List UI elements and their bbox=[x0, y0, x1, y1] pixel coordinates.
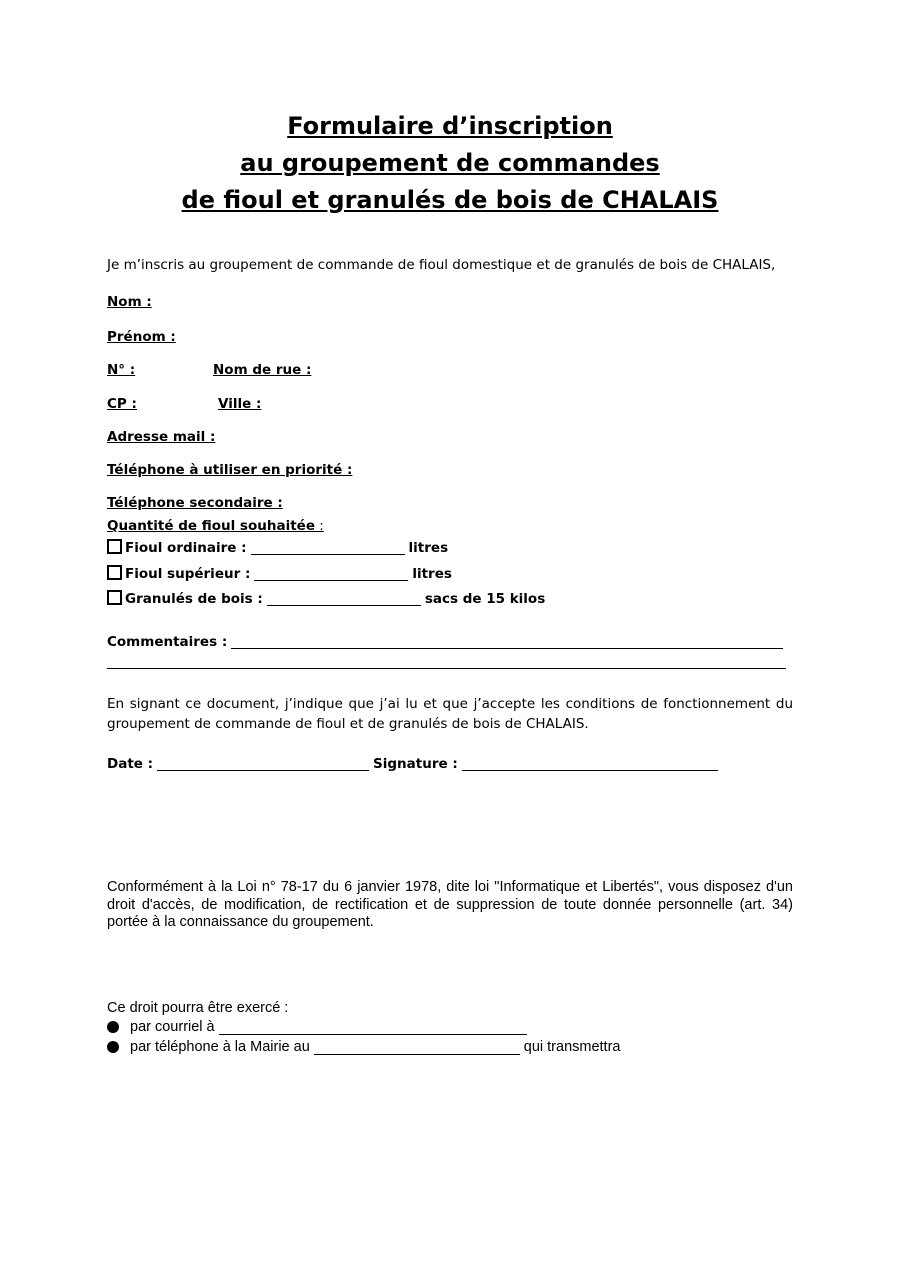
option-fioul-superieur[interactable] bbox=[107, 566, 452, 582]
date-signature-row[interactable] bbox=[107, 756, 722, 772]
fill-line[interactable] bbox=[254, 567, 408, 581]
comments-label: Commentaires : bbox=[107, 634, 228, 650]
bullet-icon bbox=[107, 1021, 119, 1033]
cp-label: CP : bbox=[107, 396, 137, 412]
rights-phone-suffix: qui transmettra bbox=[523, 1039, 621, 1055]
numero-label: N° : bbox=[107, 362, 136, 378]
option-label: Granulés de bois : bbox=[125, 591, 263, 607]
title-line-1: Formulaire d’inscription bbox=[287, 112, 613, 140]
rights-phone-label: par téléphone à la Mairie au bbox=[130, 1039, 310, 1055]
date-line[interactable] bbox=[157, 757, 369, 771]
mail-label: Adresse mail : bbox=[107, 429, 216, 445]
checkbox-fioul-superieur[interactable] bbox=[107, 565, 122, 580]
date-label: Date : bbox=[107, 756, 154, 772]
form-title bbox=[0, 108, 900, 219]
comments-line[interactable] bbox=[231, 635, 783, 649]
signature-label: Signature : bbox=[373, 756, 458, 772]
quantite-label: Quantité de fioul souhaitée bbox=[107, 518, 315, 534]
option-unit: litres bbox=[408, 540, 449, 556]
comments-line-2[interactable] bbox=[107, 668, 786, 669]
rights-intro: Ce droit pourra être exercé : bbox=[107, 1000, 289, 1016]
rights-phone-item bbox=[107, 1039, 620, 1055]
option-label: Fioul ordinaire : bbox=[125, 540, 247, 556]
title-line-2: au groupement de commandes bbox=[240, 149, 660, 177]
signature-line[interactable] bbox=[462, 757, 718, 771]
tel2-label: Téléphone secondaire : bbox=[107, 495, 283, 511]
option-unit: sacs de 15 kilos bbox=[424, 591, 546, 607]
rights-mail-item bbox=[107, 1019, 531, 1035]
option-fioul-ordinaire[interactable] bbox=[107, 540, 448, 556]
acceptance-text: En signant ce document, j’indique que j’ai lu et que j’accepte les conditions de fonctionnement du groupement de commande de fioul et de granulés de bois de CHALAIS. bbox=[107, 696, 793, 732]
checkbox-granules[interactable] bbox=[107, 590, 122, 605]
fill-line[interactable] bbox=[251, 541, 405, 555]
mail-line[interactable] bbox=[219, 1020, 527, 1035]
ville-label: Ville : bbox=[218, 396, 262, 412]
option-label: Fioul supérieur : bbox=[125, 566, 251, 582]
quantite-colon: : bbox=[314, 518, 324, 534]
phone-line[interactable] bbox=[314, 1040, 520, 1055]
option-granules[interactable] bbox=[107, 591, 545, 607]
prenom-label: Prénom : bbox=[107, 329, 176, 345]
comments-row[interactable] bbox=[107, 634, 787, 650]
option-unit: litres bbox=[412, 566, 452, 582]
intro-text: Je m’inscris au groupement de commande de fioul domestique et de granulés de bois de CHALAIS, bbox=[107, 257, 776, 273]
fill-line[interactable] bbox=[267, 592, 421, 606]
tel1-label: Téléphone à utiliser en priorité : bbox=[107, 462, 353, 478]
rue-label: Nom de rue : bbox=[213, 362, 312, 378]
legal-notice: Conformément à la Loi n° 78-17 du 6 janvier 1978, dite loi "Informatique et Libertés", vous disposez d'un droit d'accès, de modification, de rectification et de suppression de toute donnée personnelle (art. 34) portée à la connaissance du groupement. bbox=[107, 879, 793, 930]
rights-mail-label: par courriel à bbox=[130, 1019, 215, 1035]
title-line-3: de fioul et granulés de bois de CHALAIS bbox=[181, 186, 719, 214]
quantite-heading bbox=[107, 518, 324, 534]
bullet-icon bbox=[107, 1041, 119, 1053]
nom-label: Nom : bbox=[107, 294, 152, 310]
checkbox-fioul-ordinaire[interactable] bbox=[107, 539, 122, 554]
